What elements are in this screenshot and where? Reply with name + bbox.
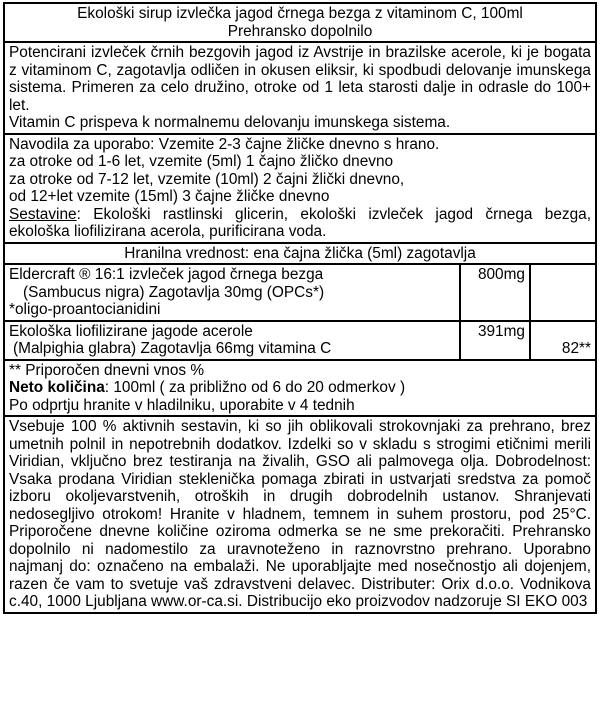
storage-note: Po odprtju hranite v hladilniku, uporabite v 4 tednih — [9, 396, 355, 414]
label-header — [5, 4, 595, 43]
health-claim: Vitamin C prispeva k normalnemu delovanju imunskega sistema. — [9, 114, 451, 131]
nutrition-heading: Hranilna vrednost: ena čajna žlička (5ml) zagotavlja — [5, 244, 595, 266]
ingredients-label: Sestavine — [9, 205, 77, 223]
usage-line-3: za otroke od 7-12 let, vzemite (10ml) 2 čajni žlički dnevno, — [9, 170, 405, 188]
net-quantity-text: : 100ml ( za približno od 6 do 20 odmerkov ) — [104, 379, 406, 396]
nutrition-row-amount: 391mg — [461, 322, 531, 361]
net-quantity — [9, 379, 591, 397]
ingredient-name: Eldercraft ® 16:1 izvleček jagod črnega bezga — [9, 266, 324, 283]
ingredient-detail: (Sambucus nigra) Zagotavlja 30mg (OPCs*) — [23, 283, 325, 301]
product-category: Prehransko dopolnilo — [227, 22, 373, 40]
nutrition-row-name — [5, 265, 461, 322]
description-section — [5, 43, 595, 135]
ingredient-footnote: *oligo-proantocianidini — [9, 301, 161, 318]
product-label — [3, 2, 597, 614]
footer-text: Vsebuje 100 % aktivnih sestavin, ki so jih oblikovali strokovnjaki za prehrano, brez umetnih polnil in nepotrebnih dodatkov. Izdelki so v skladu s strogimi etičnimi merili Viridian, vključno brez testiranja na živalih, GSO ali palmovega olja. Dobrodelnost: Vsaka prodana Viridian stekleničkа pomaga zbirati in ustvarjati sredstva za pomoč izboru okoljevarstvenih, otroških in drugih dobrodelnih ustanov. Shranjevati nedosegljivo otrokom! Hranite v hladnem, temnem in suhem prostoru, pod 25°C. Priporočene dnevne količine oziroma odmerka se ne sme prekoračiti. Prehransko dopolnilo ni nadomestilo za uravnoteženo in raznovrstno prehrano. Uporabno najmanj do: označeno na embalaži. Ne uporabljajte med nosečnostjo ali dojenjem, razen če vam to svetuje vaš zdravstveni delavec. Distributer: Orix d.o.o. Vodnikova c.40, 1000 Ljubljana www.or-ca.si. Distribucijo eko proizvodov nadzoruje SI EKO 003 — [9, 418, 591, 610]
ingredients-text: : Ekološki rastlinski glicerin, ekološki izvleček jagod črnega bezga, ekološka liofilizirana acerola, purificirana voda. — [9, 205, 591, 240]
ingredient-detail: (Malpighia glabra) Zagotavlja 66mg vitamina C — [13, 340, 332, 357]
nutrition-row-name — [5, 322, 461, 361]
usage-section — [5, 135, 595, 244]
net-quantity-label: Neto količina — [9, 379, 105, 396]
footer-section — [5, 417, 595, 612]
usage-line-2: za otroke od 1-6 let, vzemite (5ml) 1 čajno žličko dnevno — [9, 153, 394, 170]
nutrition-row-amount: 800mg — [461, 265, 531, 322]
ingredient-name: Ekološka liofilizirane jagode acerole — [9, 322, 253, 340]
usage-line-4: od 12+let vzemite (15ml) 3 čajne žličke dnevno — [9, 188, 330, 205]
nutrition-row-rda: 82** — [531, 322, 595, 361]
ingredients — [9, 206, 591, 241]
rda-note: ** Priporočen dnevni vnos % — [9, 361, 205, 379]
info-section — [5, 361, 595, 418]
product-title: Ekološki sirup izvlečka jagod črnega bezga z vitaminom C, 100ml — [77, 5, 523, 22]
description-text: Potencirani izvleček črnih bezgovih jagod iz Avstrije in brazilske acerole, ki je bogata z vitaminom C, zagotavlja odličen in okusen eliksir, ki spodbudi delovanje imunskega sistema. Primeren za celo družino, otroke od 1 leta starosti dalje in odrasle do 100+ let. — [9, 44, 591, 114]
nutrition-table — [5, 265, 595, 361]
nutrition-row-rda — [531, 265, 595, 322]
usage-line-1: Navodila za uporabo: Vzemite 2-3 čajne žličke dnevno s hrano. — [9, 135, 440, 153]
